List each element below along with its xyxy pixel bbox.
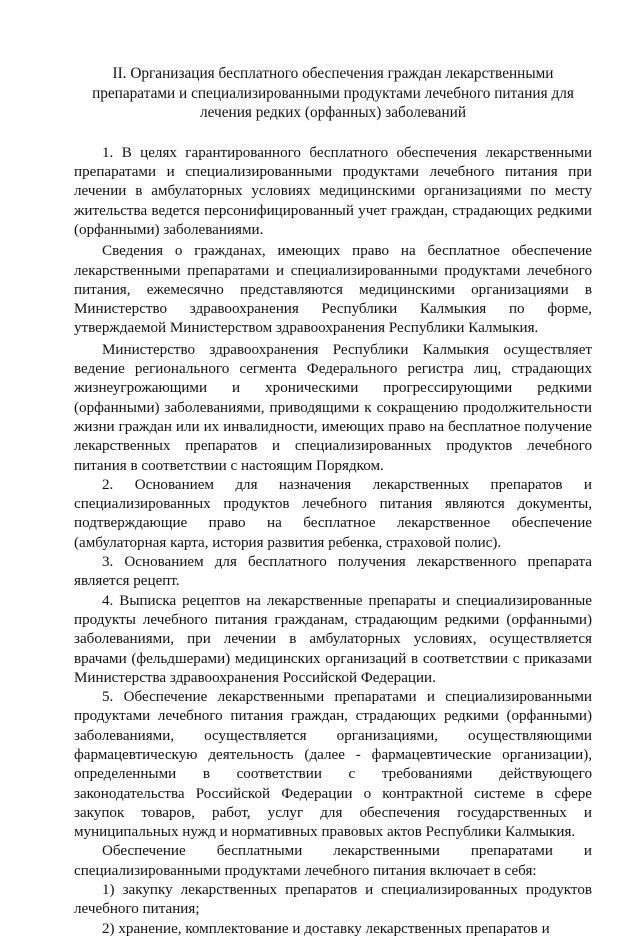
heading-line-1: II. Организация бесплатного обеспечения граждан лекарственными	[112, 65, 554, 82]
paragraph-item-4: 4. Выписка рецептов на лекарственные препараты и специализированные продукты лечебного питания гражданам, страдающим редкими (орфанными) заболеваниями, при лечении в амбулаторных условиях, осуществляется врачами (фельдшерами) медицинских организаций в соответствии с приказами Министерства здравоохранения Российской Федерации.	[74, 592, 592, 686]
paragraph-ministry-registry: Министерство здравоохранения Республики Калмыкия осуществляет ведение регионального сегмента Федерального регистра лиц, страдающих жизнеугрожающими и хроническими прогрессирующими редкими (орфанными) заболеваниями, приводящими к сокращению продолжительности жизни граждан или их инвалидности, имеющих право на бесплатное получение лекарственных препаратов и специализированных продуктов лечебного питания в соответствии с настоящим Порядком.	[74, 341, 592, 474]
paragraph-item-3: 3. Основанием для бесплатного получения лекарственного препарата является рецепт.	[74, 554, 592, 590]
paragraph-item-5: 5. Обеспечение лекарственными препаратами и специализированными продуктами лечебного питания граждан, страдающих редкими (орфанными) заболеваниями, осуществляется организациями, осуществляющими фармацевтическую деятельность (далее - фармацевтические организации), определенными в соответствии с требованиями действующего законодательства Российской Федерации о контрактной системе в сфере закупок товаров, работ, услуг для обеспечения государственных и муниципальных нужд и нормативных правовых актов Республики Калмыкия.	[74, 689, 592, 841]
paragraph-provision-includes: Обеспечение бесплатными лекарственными препаратами и специализированными продуктами лечебного питания включает в себя:	[74, 843, 592, 879]
section-heading	[74, 64, 592, 123]
heading-line-2: препаратами и специализированными продуктами лечебного питания для	[92, 84, 574, 102]
document-page	[74, 64, 592, 939]
paragraph-item-2: 2. Основанием для назначения лекарственных препаратов и специализированных продуктов лечебного питания являются документы, подтверждающие право на бесплатное лекарственное обеспечение (амбулаторная карта, история развития ребенка, страховой полис).	[74, 476, 592, 551]
paragraph-subitem-1: 1) закупку лекарственных препаратов и специализированных продуктов лечебного питания;	[74, 882, 592, 918]
heading-line-3: лечения редких (орфанных) заболеваний	[199, 104, 467, 122]
paragraph-subitem-2: 2) хранение, комплектование и доставку лекарственных препаратов и	[102, 920, 550, 937]
paragraph-item-1: 1. В целях гарантированного бесплатного обеспечения лекарственными препаратами и специализированными продуктами лечебного питания при лечении в амбулаторных условиях медицинскими организациями по месту жительства ведется персонифицированный учет граждан, страдающих редкими (орфанными) заболеваниями.	[74, 144, 592, 238]
paragraph-registry-info: Сведения о гражданах, имеющих право на бесплатное обеспечение лекарственными препаратами и специализированными продуктами лечебного питания, ежемесячно представляются медицинскими организациями в Министерство здравоохранения Республики Калмыкия по форме, утверждаемой Министерством здравоохранения Республики Калмыкия.	[74, 243, 592, 337]
